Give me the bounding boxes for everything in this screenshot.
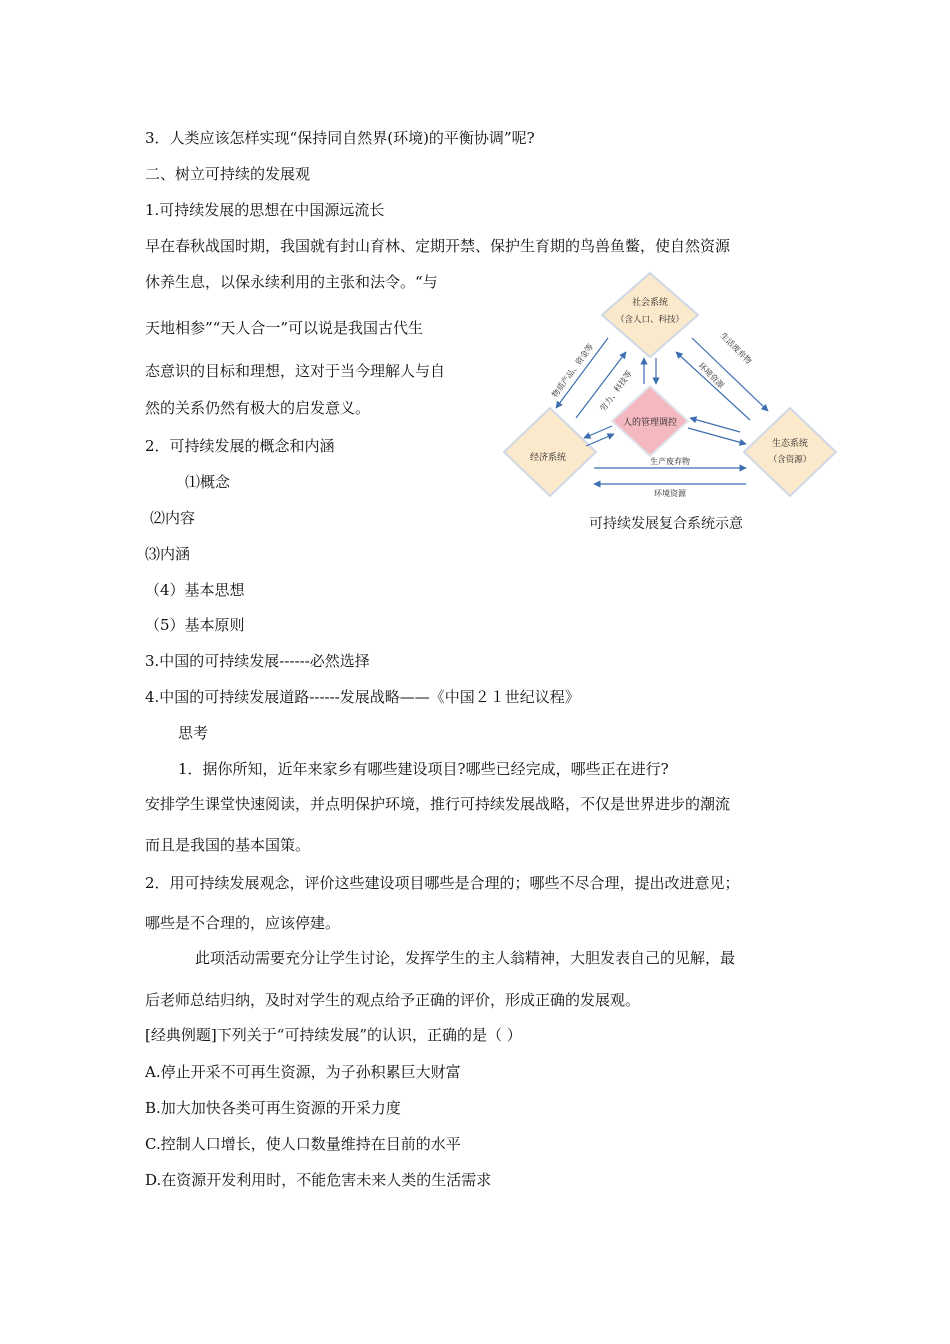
- social-system-title: 社会系统: [631, 298, 669, 308]
- example-question: [经典例题]下列关于“可持续发展”的认识，正确的是（ ）: [145, 1026, 522, 1044]
- eco-system-node: [744, 408, 836, 496]
- question-3-line: 3．人类应该怎样实现“保持同自然界(环境)的平衡协调”呢?: [145, 129, 535, 147]
- social-system-sub: （含人口、科技）: [615, 315, 685, 325]
- option-a: A.停止开采不可再生资源，为子孙积累巨大财富: [145, 1063, 461, 1081]
- paragraph-line: 后老师总结归纳，及时对学生的观点给予正确的评价，形成正确的发展观。: [145, 991, 641, 1009]
- eco-system-title: 生态系统: [771, 439, 809, 449]
- economic-system-node: [504, 408, 596, 496]
- economic-system-title: 经济系统: [529, 453, 567, 463]
- paragraph-line: 然的关系仍然有极大的启发意义。: [145, 399, 371, 417]
- option-d: D.在资源开发利用时，不能危害未来人类的生活需求: [145, 1171, 492, 1189]
- subheading-2: 2．可持续发展的概念和内涵: [145, 437, 335, 455]
- label-env-res-right: 环境资源: [696, 361, 726, 391]
- subheading-1: 1.可持续发展的思想在中国源远流长: [145, 201, 385, 219]
- arrow-social-to-eco: [692, 338, 768, 411]
- subheading-3: 3.中国的可持续发展------必然选择: [145, 652, 370, 670]
- outline-item: ⑶内涵: [145, 545, 191, 563]
- outline-item: （4）基本思想: [145, 581, 245, 599]
- outline-item: ⑵内容: [150, 509, 196, 527]
- paragraph-line: 而且是我国的基本国策。: [145, 836, 311, 854]
- option-c: C.控制人口增长，使人口数量维持在目前的水平: [145, 1135, 461, 1153]
- think-question-1: 1．据你所知，近年来家乡有哪些建设项目?哪些已经完成，哪些正在进行?: [178, 760, 669, 778]
- section-heading-2: 二、树立可持续的发展观: [145, 165, 311, 183]
- outline-item: ⑴概念: [185, 473, 231, 491]
- arrow-eco-to-human: [690, 418, 740, 432]
- label-waste-prod: 生产废弃物: [650, 457, 690, 466]
- label-waste-life: 生活废弃物: [718, 331, 754, 366]
- paragraph-line: 此项活动需要充分让学生讨论，发挥学生的主人翁精神，大胆发表自己的见解，最: [195, 949, 736, 967]
- human-management-label: 人的管理调控: [622, 418, 678, 428]
- subheading-4: 4.中国的可持续发展道路------发展战略——《中国２１世纪议程》: [145, 688, 580, 706]
- arrow-social-to-economic: [556, 338, 608, 408]
- arrow-human-to-eco: [688, 428, 746, 444]
- option-b: B.加大加快各类可再生资源的开采力度: [145, 1099, 401, 1117]
- sustainable-system-diagram: [500, 268, 845, 538]
- paragraph-line: 天地相参”“天人合一”可以说是我国古代生: [145, 319, 424, 337]
- think-question-2: 2．用可持续发展观念，评价这些建设项目哪些是合理的；哪些不尽合理，提出改进意见；: [145, 874, 740, 892]
- arrow-eco-to-social: [676, 352, 750, 420]
- paragraph-line: 哪些是不合理的，应该停建。: [145, 914, 341, 932]
- label-env-res-bottom: 环境资源: [654, 489, 686, 498]
- paragraph-line: 态意识的目标和理想，这对于当今理解人与自: [145, 362, 446, 380]
- eco-system-sub: （含资源）: [768, 455, 812, 465]
- paragraph-line: 休养生息，以保永续利用的主张和法令。“与: [145, 273, 438, 291]
- paragraph-line: 安排学生课堂快速阅读，并点明保护环境，推行可持续发展战略，不仅是世界进步的潮流: [145, 795, 731, 813]
- paragraph-line: 早在春秋战国时期，我国就有封山育林、定期开禁、保护生育期的鸟兽鱼鳖，使自然资源: [145, 237, 731, 255]
- think-heading: 思考: [178, 724, 209, 742]
- outline-item: （5）基本原则: [145, 616, 245, 634]
- diagram-caption: 可持续发展复合系统示意: [589, 516, 743, 532]
- label-material: 物质产品、资金等: [550, 342, 596, 400]
- label-labor: 劳力、科技等: [598, 369, 634, 414]
